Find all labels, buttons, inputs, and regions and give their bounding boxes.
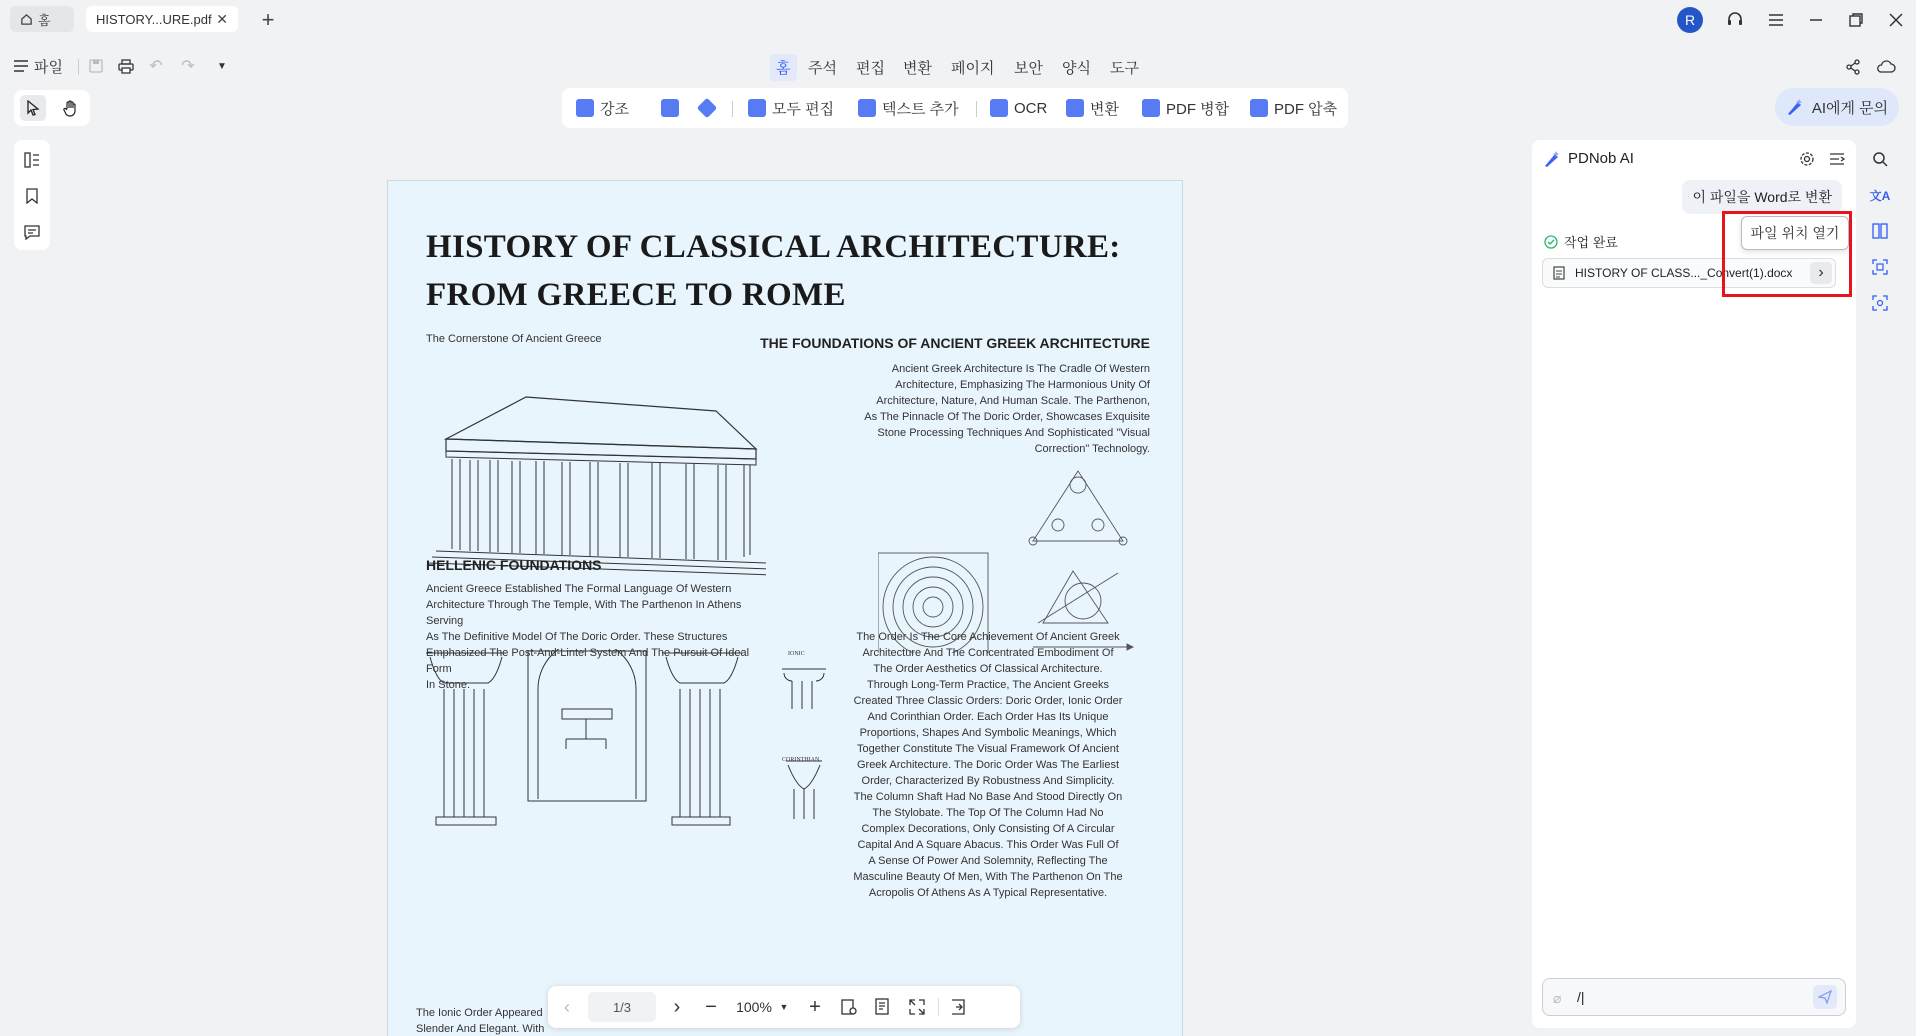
divider [78,59,79,75]
title-bar [0,0,1916,40]
settings-icon[interactable] [1796,148,1818,170]
divider [938,998,939,1016]
highlight-button[interactable] [576,96,629,120]
check-circle-icon [1544,235,1558,249]
hamburger-icon [14,60,28,72]
compress-pdf-label: PDF 압축 [1274,100,1338,118]
footer-text-line1: The Ionic Order Appeared [416,1007,543,1019]
menu-page[interactable]: 페이지 [951,60,995,77]
section-paragraph-hellenic: Ancient Greece Established The Formal Language Of Western Architecture Through The Temple, With The Parthenon In Athens Serving As The Definitive Model Of The Doric Order. These Structures Emphasized The Post-And-Lintel System And The Pursuit Of Ideal Form In Stone. [426,583,750,691]
hand-tool-icon[interactable] [58,95,84,121]
zoom-in-icon[interactable]: + [809,995,821,1018]
page-number-input[interactable]: 1/3 [588,992,656,1022]
merge-icon [1142,99,1160,117]
share-icon[interactable] [1842,56,1864,78]
divider [732,101,733,117]
document-title-line1: HISTORY OF CLASSICAL ARCHITECTURE: [426,229,1121,265]
support-icon[interactable] [1723,8,1747,32]
menu-bar [0,46,1916,86]
add-text-button[interactable] [858,96,959,120]
ai-assistant-panel [1532,140,1856,1028]
zoom-level[interactable]: 100% [736,999,772,1015]
menu-icon[interactable] [1764,8,1788,32]
home-toolbar [562,88,1348,128]
search-icon[interactable] [1869,148,1891,170]
new-tab-button[interactable]: + [261,7,275,32]
ask-ai-button[interactable] [1775,88,1899,126]
redo-icon[interactable]: ↷ [181,58,195,75]
exit-icon[interactable] [948,996,970,1018]
text-icon [858,99,876,117]
ionic-label: IONIC [788,651,805,657]
restore-icon[interactable] [1844,8,1868,32]
pdnob-ai-logo-icon [1542,149,1562,169]
print-icon[interactable] [116,56,136,76]
ai-panel-title: PDNob AI [1568,150,1634,167]
pdf-page [387,180,1183,1036]
ocr-icon [990,99,1008,117]
next-page-icon[interactable]: › [673,995,681,1018]
convert-label: 변환 [1090,100,1119,118]
document-viewer[interactable] [55,140,1525,1036]
geometry-diagrams [878,463,1158,653]
fullscreen-icon[interactable] [906,996,928,1018]
ai-icon [1786,98,1804,116]
parthenon-illustration [426,379,766,579]
edit-all-label: 모두 편집 [772,100,835,118]
zoom-out-icon[interactable]: − [705,995,717,1018]
document-tab-label: HISTORY...URE.pdf [96,11,212,27]
pen-icon [661,99,679,117]
orders-illustration [426,649,826,829]
menu-comment[interactable]: 주석 [808,60,837,77]
convert-button[interactable] [1066,96,1119,120]
eraser-tool-button[interactable] [698,96,716,120]
add-text-label: 텍스트 추가 [882,100,959,118]
document-icon [1553,266,1565,280]
history-list-icon[interactable] [1826,148,1848,170]
highlighter-icon [576,99,594,117]
document-title-line2: FROM GREECE TO ROME [426,277,846,313]
ask-ai-label: AI에게 문의 [1811,99,1889,117]
eraser-icon [697,98,717,118]
merge-pdf-button[interactable] [1142,96,1229,120]
quick-access-dropdown-icon[interactable]: ▼ [217,60,227,72]
user-message-bubble: 이 파일을 Word로 변환 [1682,180,1842,214]
close-window-icon[interactable] [1884,8,1908,32]
ai-chat-input-value: /| [1577,989,1585,1005]
document-tab[interactable] [86,6,238,32]
menu-edit[interactable]: 편집 [856,60,885,77]
compress-pdf-button[interactable] [1250,96,1337,120]
section-heading-hellenic: HELLENIC FOUNDATIONS [426,557,602,573]
section-paragraph-foundations: Ancient Greek Architecture Is The Cradle Of Western Architecture, Emphasizing The Harmonious Unity Of Architecture, Nature, And Human Scale. The Parthenon, As The Pinnacle Of The Doric Order, Showcases Exquisite Stone Processing Techniques And Sophisticated "Visual Correction" Technology. [864,363,1150,455]
menu-security[interactable]: 보안 [1014,60,1043,77]
save-icon[interactable] [86,56,106,76]
screenshot-icon[interactable] [1869,292,1891,314]
previous-page-icon[interactable]: ‹ [564,996,570,1017]
fit-page-icon[interactable] [838,996,860,1018]
ocr-label: OCR [1014,99,1048,117]
open-file-location-tooltip[interactable]: 파일 위치 열기 [1741,216,1849,250]
section-paragraph-orders: The Order Is The Core Achievement Of Ancient Greek Architecture And The Concentrated Embodiment Of The Order Aesthetics Of Classical Architecture. Through Long-Term Practice, The Ancient Greeks Created Three Classic Orders: Doric Order, Ionic Order And Corinthian Order. Each Order Has Its Unique Proportions, Shapes And Symbolic Meanings, Which Together Constitute The Visual Framework Of Ancient Greek Architecture. The Doric Order Was The Earliest Order, Characterized By Robustness And Simplicity. The Column Shaft Had No Base And Stood Directly On The Stylobate. The Top Of The Column Had No Complex Decorations, Only Consisting Of A Circular Capital And A Square Abacus. This Order Was Full Of A Sense Of Power And Solemnity, Reflecting The Masculine Beauty Of Men, With The Parthenon On The Acropolis Of Athens As A Typical Representative. [853,631,1123,899]
attach-icon[interactable]: ⌀ [1553,990,1562,1006]
minimize-icon[interactable] [1804,8,1828,32]
menu-form[interactable]: 양식 [1062,60,1091,77]
left-sidebar [14,140,50,250]
cursor-tools [14,90,90,126]
close-tab-icon[interactable]: ✕ [216,10,228,27]
bookmark-icon[interactable] [22,186,42,206]
page-navigation-bar [548,986,1020,1028]
undo-icon[interactable]: ↶ [149,58,163,75]
ocr-button[interactable] [990,96,1047,120]
underline-tool-button[interactable] [661,96,679,120]
select-tool-icon[interactable] [20,95,46,121]
open-file-chevron-icon[interactable]: › [1810,262,1832,284]
thumbnails-icon[interactable] [22,150,42,170]
home-tab[interactable] [10,6,74,32]
highlight-label: 강조 [600,100,629,118]
file-menu-label: 파일 [34,58,63,76]
home-tab-label: 홈 [38,12,51,28]
scan-icon[interactable] [1869,256,1891,278]
highlight-box [1722,211,1852,297]
menu-convert[interactable]: 변환 [903,60,932,77]
zoom-dropdown-icon[interactable]: ▼ [779,1002,789,1012]
right-tool-rail [1862,140,1898,340]
edit-all-button[interactable] [748,96,834,120]
task-status [1544,232,1618,251]
menu-home[interactable]: 홈 [770,54,797,81]
compress-icon [1250,99,1268,117]
task-status-label: 작업 완료 [1564,235,1618,250]
file-menu[interactable] [14,54,63,78]
section-heading-foundations: THE FOUNDATIONS OF ANCIENT GREEK ARCHITECTURE [760,335,1150,351]
edit-icon [748,99,766,117]
translate-icon[interactable]: 文A [1869,188,1891,203]
send-icon[interactable] [1813,985,1837,1009]
merge-pdf-label: PDF 병합 [1166,100,1230,118]
cloud-icon[interactable] [1874,56,1898,78]
ai-chat-input[interactable] [1542,978,1846,1016]
page-view-icon[interactable] [872,996,894,1018]
home-icon [20,13,33,26]
corinthian-label: CORINTHIAN [782,757,820,763]
converted-file-name: HISTORY OF CLASS..._Convert(1).docx [1575,266,1793,280]
user-avatar[interactable]: R [1677,7,1703,33]
divider [976,101,977,117]
menu-tools[interactable]: 도구 [1110,60,1139,77]
document-subtitle: The Cornerstone Of Ancient Greece [426,333,602,345]
compare-icon[interactable] [1869,220,1891,242]
footer-text-line2: Slender And Elegant. With [416,1023,545,1035]
convert-icon [1066,99,1084,117]
comments-icon[interactable] [22,222,42,242]
